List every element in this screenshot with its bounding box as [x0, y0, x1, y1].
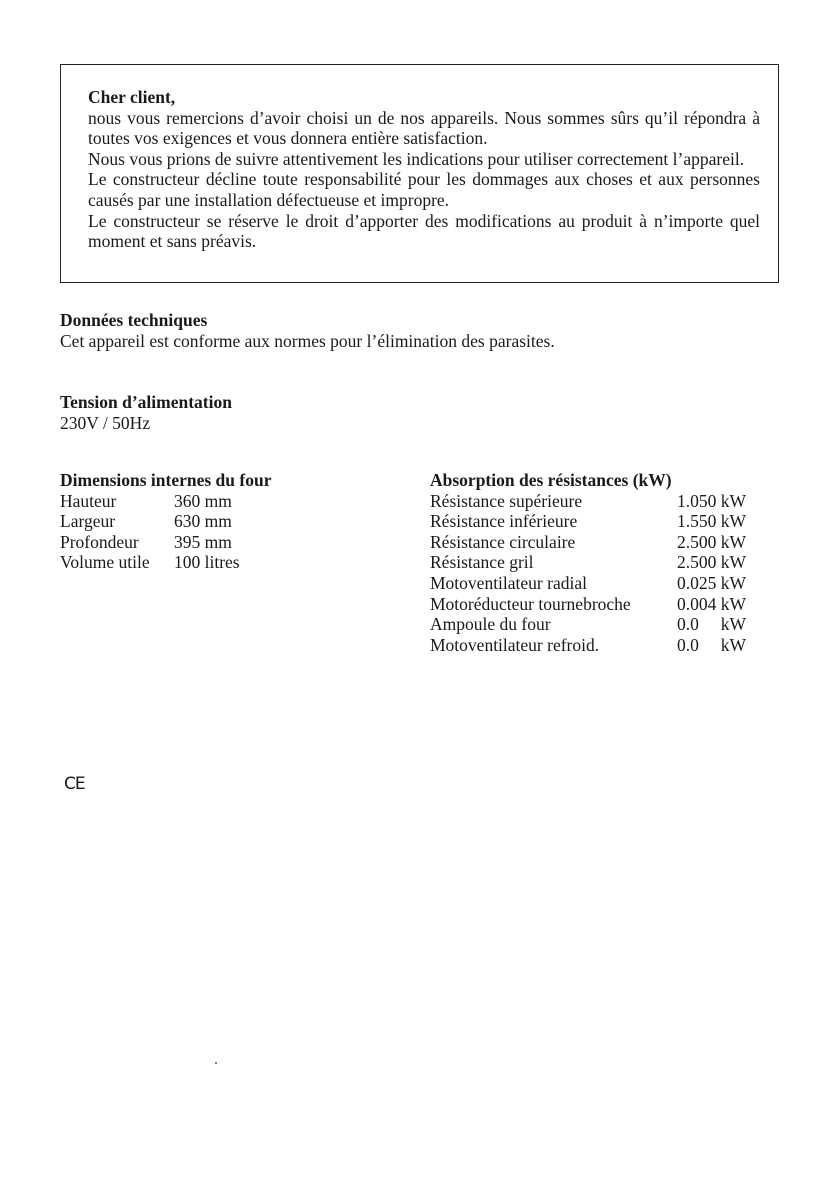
dimensions-table — [60, 491, 240, 573]
dimensions-section — [60, 470, 271, 573]
dimension-label: Profondeur — [60, 531, 139, 552]
table-row — [430, 635, 762, 656]
absorption-value: 0.0 kW — [677, 634, 747, 655]
table-row — [430, 552, 762, 573]
absorption-value: 1.550 kW — [677, 511, 747, 532]
intro-paragraph-1: nous vous remercions d’avoir choisi un de nos appareils. Nous sommes sûrs qu’il répondra à toutes vos exigences et vous donnera entière satisfaction. — [88, 107, 760, 149]
absorption-value: 1.050 kW — [677, 490, 747, 511]
table-row — [430, 594, 762, 615]
table-row — [430, 614, 762, 635]
table-row — [60, 491, 240, 512]
technical-heading: Données techniques — [60, 310, 208, 330]
absorption-value: 0.0 kW — [677, 614, 747, 635]
absorption-value: 2.500 kW — [677, 531, 747, 552]
greeting: Cher client, — [88, 87, 176, 107]
intro-box — [60, 64, 779, 283]
intro-text — [88, 87, 760, 252]
absorption-label: Résistance inférieure — [430, 511, 578, 532]
ce-mark-icon: CE — [64, 774, 85, 794]
dimension-label: Hauteur — [60, 490, 117, 511]
table-row — [430, 511, 762, 532]
table-row — [430, 491, 762, 512]
absorption-label: Résistance supérieure — [430, 490, 583, 511]
technical-section — [60, 310, 555, 351]
absorption-section — [430, 470, 762, 655]
absorption-label: Ampoule du four — [430, 614, 551, 635]
absorption-value: 0.025 kW — [677, 572, 747, 593]
absorption-label: Motoventilateur radial — [430, 572, 587, 593]
intro-paragraph-2: Nous vous prions de suivre attentivement les indications pour utiliser correctement l’appareil. — [88, 148, 745, 169]
intro-paragraph-3: Le constructeur décline toute responsabilité pour les dommages aux choses et aux personnes causés par une installation défectueuse et impropre. — [88, 169, 760, 210]
dimension-value: 360 mm — [174, 490, 232, 511]
absorption-label: Résistance gril — [430, 552, 534, 573]
table-row — [60, 532, 240, 553]
absorption-heading: Absorption des résistances (kW) — [430, 470, 672, 490]
technical-text: Cet appareil est conforme aux normes pour l’élimination des parasites. — [60, 330, 555, 351]
table-row — [430, 573, 762, 594]
table-row — [60, 552, 240, 573]
intro-paragraph-4: Le constructeur se réserve le droit d’apporter des modifications au produit à n’importe quel moment et sans préavis. — [88, 210, 760, 252]
dimension-value: 395 mm — [174, 531, 232, 552]
dimension-label: Volume utile — [60, 552, 150, 573]
voltage-section — [60, 392, 232, 433]
absorption-value: 2.500 kW — [677, 552, 747, 573]
table-row — [60, 511, 240, 532]
dimension-label: Largeur — [60, 511, 116, 532]
absorption-label: Résistance circulaire — [430, 531, 576, 552]
absorption-value: 0.004 kW — [677, 593, 747, 614]
table-row — [430, 532, 762, 553]
absorption-label: Motoventilateur refroid. — [430, 634, 600, 655]
voltage-value: 230V / 50Hz — [60, 412, 151, 433]
absorption-table — [430, 491, 762, 656]
absorption-label: Motoréducteur tournebroche — [430, 593, 631, 614]
dimension-value: 630 mm — [174, 511, 232, 532]
dimensions-heading: Dimensions internes du four — [60, 470, 272, 490]
dimension-value: 100 litres — [174, 552, 240, 573]
scan-speck — [215, 1062, 217, 1064]
voltage-heading: Tension d’alimentation — [60, 392, 232, 412]
